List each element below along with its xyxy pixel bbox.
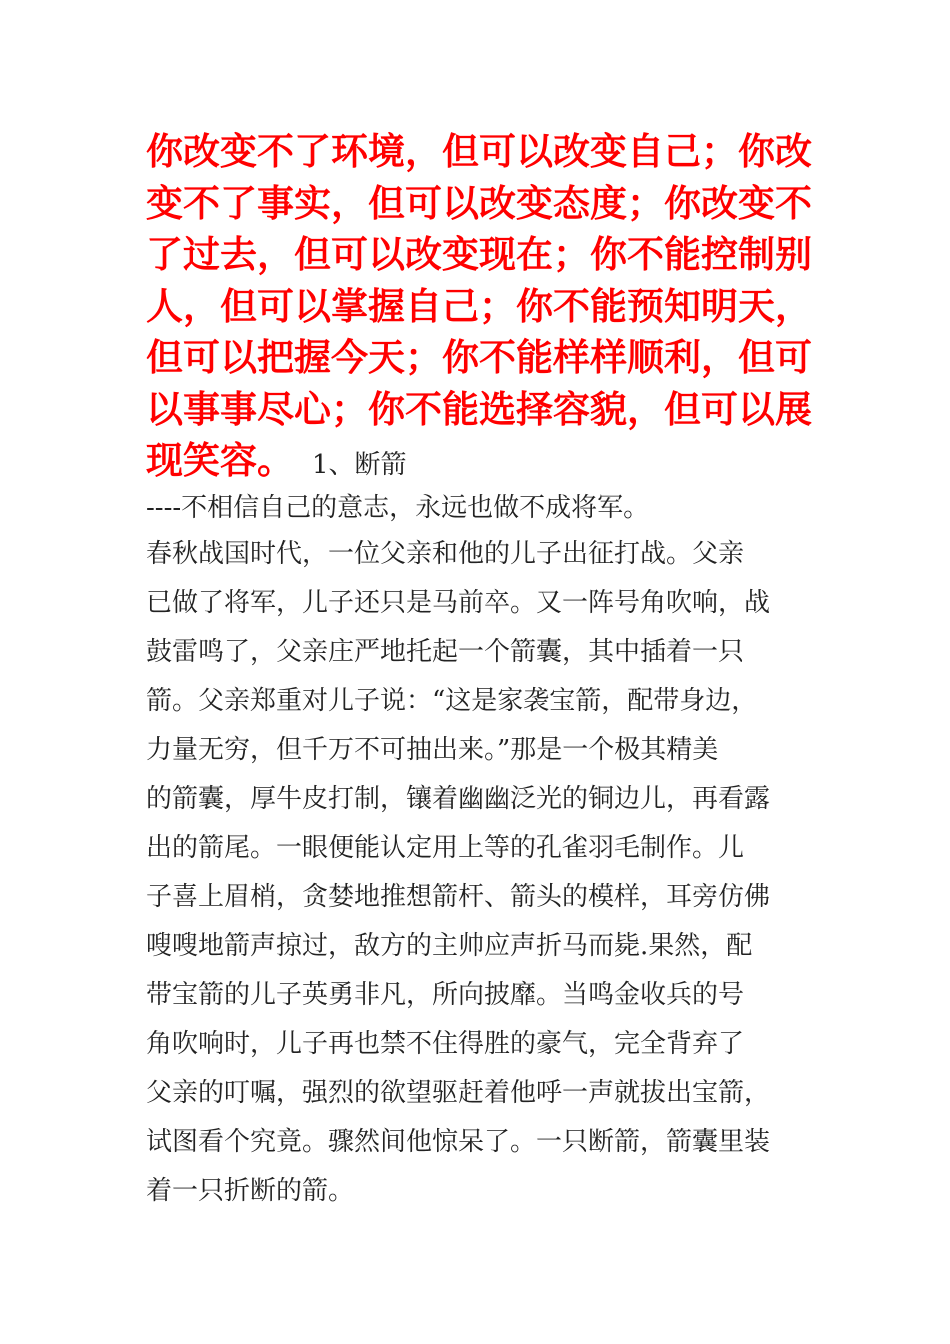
- story-line: 已做了将军，儿子还只是马前卒。又一阵号角吹响，战: [146, 587, 771, 618]
- quote-line: 人，但可以掌握自己；你不能预知明天，: [146, 283, 812, 328]
- document-content: [146, 126, 818, 1216]
- quote-line: 变不了事实，但可以改变态度；你改变不: [146, 180, 812, 225]
- story-line: 力量无穷，但千万不可抽出来。”那是一个极其精美: [146, 734, 719, 765]
- quote-last-line: [146, 435, 818, 487]
- story-line: 角吹响时，儿子再也禁不住得胜的豪气，完全背弃了: [146, 1028, 745, 1059]
- story-line: 父亲的叮嘱，强烈的欲望驱赶着他呼一声就拔出宝箭，: [146, 1077, 771, 1108]
- story-line: 子喜上眉梢，贪婪地推想箭杆、箭头的模样，耳旁仿佛: [146, 881, 771, 912]
- story-line: 着一只折断的箭。: [146, 1175, 355, 1206]
- section-heading: 1、断箭: [312, 450, 407, 480]
- story-line: 试图看个究竟。骤然间他惊呆了。一只断箭，箭囊里装: [146, 1126, 771, 1157]
- story-line: 嗖嗖地箭声掠过，敌方的主帅应声折马而毙.果然，配: [146, 930, 753, 961]
- quote-line-end: 现笑容。: [146, 438, 294, 482]
- quote-line: 但可以把握今天；你不能样样顺利，但可: [146, 335, 812, 379]
- quote-line: 你改变不了环境，但可以改变自己；你改: [146, 129, 812, 173]
- story-line: 的箭囊，厚牛皮打制，镶着幽幽泛光的铜边儿，再看露: [146, 783, 771, 814]
- story-line: 鼓雷鸣了，父亲庄严地托起一个箭囊，其中插着一只: [146, 636, 745, 667]
- story-line: 出的箭尾。一眼便能认定用上等的孔雀羽毛制作。儿: [146, 832, 745, 863]
- section-subtitle: ----不相信自己的意志，永远也做不成将军。: [146, 492, 650, 523]
- story-line: 箭。父亲郑重对儿子说：“这是家袭宝箭，配带身边，: [146, 685, 758, 716]
- quote-line: 了过去，但可以改变现在；你不能控制别: [146, 232, 812, 276]
- quote-line: 以事事尽心；你不能选择容貌，但可以展: [146, 386, 812, 431]
- story-line: 带宝箭的儿子英勇非凡，所向披靡。当鸣金收兵的号: [146, 979, 745, 1010]
- story-line: 春秋战国时代，一位父亲和他的儿子出征打战。父亲: [146, 538, 745, 569]
